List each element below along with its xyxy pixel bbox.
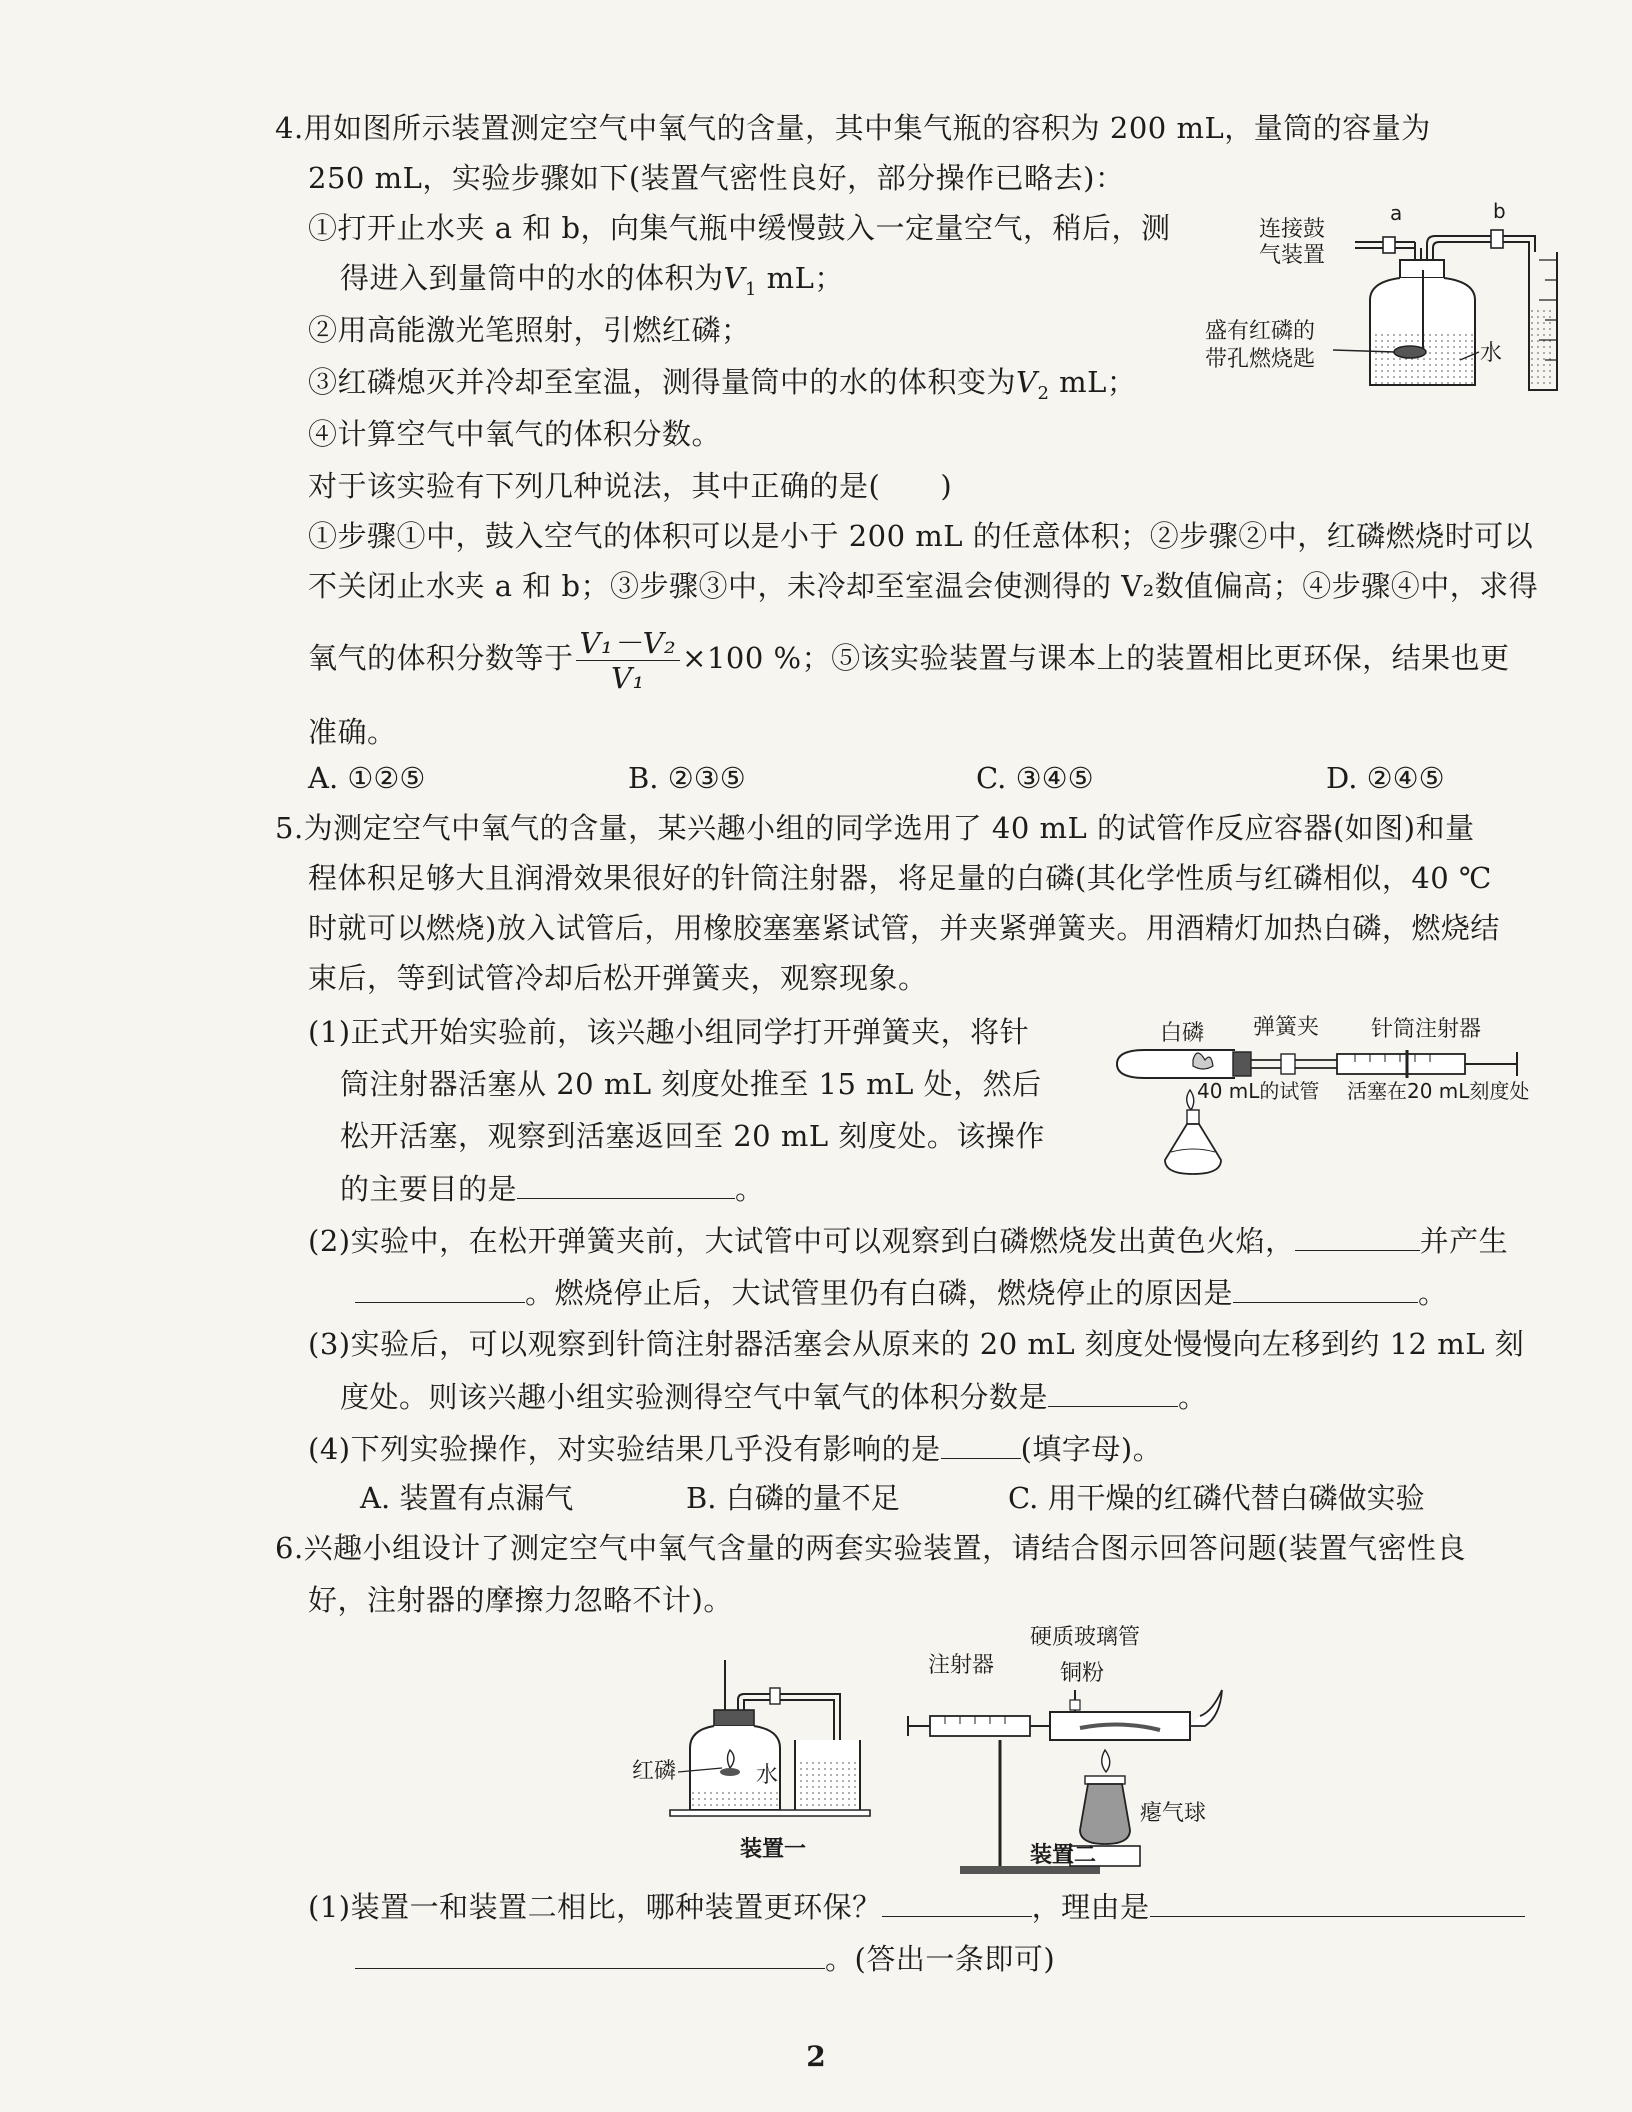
fig-label-balloon: 瘪气球	[1140, 1801, 1207, 1826]
q4-line-2: 250 mL，实验步骤如下(装置气密性良好，部分操作已略去)：	[308, 161, 1125, 195]
fig-label-spoon-1: 盛有红磷的	[1205, 319, 1316, 344]
q5-line-2: 程体积足够大且润滑效果很好的针筒注射器，将足量的白磷(其化学性质与红磷相似，40 ℃	[308, 861, 1492, 895]
q5-part-2b: 。燃烧停止后，大试管里仍有白磷，燃烧停止的原因是 。	[355, 1272, 1448, 1313]
q4-step-2: ②用高能激光笔照射，引燃红磷；	[308, 313, 751, 347]
q6-line-1: 6.兴趣小组设计了测定空气中氧气含量的两套实验装置，请结合图示回答问题(装置气密性良	[275, 1531, 1466, 1565]
q5-part-1b: 筒注射器活塞从 20 mL 刻度处推至 15 mL 处，然后	[340, 1067, 1042, 1101]
fig-label-white-phosphorus: 白磷	[1160, 1021, 1205, 1046]
q4-line-1: 4.用如图所示装置测定空气中氧气的含量，其中集气瓶的容积为 200 mL，量筒的容量为	[275, 111, 1431, 145]
q4-option-c[interactable]: C. ③④⑤	[976, 761, 1094, 795]
fig-label-red-phosphorus: 红磷	[632, 1759, 677, 1784]
q5-part-1d: 的主要目的是 。	[340, 1168, 765, 1209]
fig-label-water-2: 水	[756, 1763, 779, 1788]
q4-claims-2: 不关闭止水夹 a 和 b；③步骤③中，未冷却至室温会使测得的 V₂数值偏高；④步骤④中，求得	[308, 569, 1539, 603]
q4-claims-3: 氧气的体积分数等于 $\frac{\text{V₁－V₂}}{\text{V₁}}$ ×100 %；⑤该实验装置与课本上的装置相比更环保，结果也更	[308, 625, 1510, 695]
q5-line-4: 束后，等到试管冷却后松开弹簧夹，观察现象。	[308, 961, 928, 995]
fig-label-water: 水	[1480, 341, 1503, 366]
q4-question: 对于该实验有下列几种说法，其中正确的是( )	[308, 469, 953, 503]
q4-step-1b: 得进入到量筒中的水的体积为$V_1$ mL；	[340, 261, 844, 300]
q6-part-1a: (1)装置一和装置二相比，哪种装置更环保？ ，理由是	[308, 1886, 1525, 1927]
fig-label-a: a	[1390, 201, 1403, 225]
q5-option-b[interactable]: B. 白磷的量不足	[686, 1481, 900, 1515]
volume-fraction: $\frac{\text{V₁－V₂}}{\text{V₁}}$	[576, 626, 681, 695]
q4-step-3: ③红磷熄灭并冷却至室温，测得量筒中的水的体积变为$V_2$ mL；	[308, 365, 1137, 404]
q5-part-3b: 度处。则该兴趣小组实验测得空气中氧气的体积分数是 。	[340, 1376, 1208, 1417]
answer-blank-5-3[interactable]	[1048, 1376, 1178, 1407]
fig-label-connect-2: 气装置	[1259, 243, 1326, 268]
answer-blank-6-1a[interactable]	[882, 1886, 1032, 1917]
q4-claims-1: ①步骤①中，鼓入空气的体积可以是小于 200 mL 的任意体积；②步骤②中，红磷燃烧时可以	[308, 519, 1534, 553]
fig-label-spring-clip: 弹簧夹	[1253, 1015, 1320, 1040]
q6-part-1b: 。(答出一条即可)	[355, 1938, 1055, 1979]
q5-option-a[interactable]: A. 装置有点漏气	[360, 1481, 574, 1515]
answer-blank-6-1b[interactable]	[1150, 1886, 1525, 1917]
answer-blank-6-1c[interactable]	[355, 1938, 825, 1969]
answer-blank-5-4[interactable]	[941, 1428, 1021, 1459]
q4-claims-4: 准确。	[308, 715, 397, 749]
answer-blank-5-2b[interactable]	[355, 1272, 525, 1303]
fig-label-b: b	[1493, 200, 1506, 223]
q4-step-4: ④计算空气中氧气的体积分数。	[308, 417, 722, 451]
q5-part-2a: (2)实验中，在松开弹簧夹前，大试管中可以观察到白磷燃烧发出黄色火焰， 并产生	[308, 1220, 1508, 1261]
page-number: 2	[806, 2040, 826, 2073]
q4-option-d[interactable]: D. ②④⑤	[1326, 761, 1445, 795]
answer-blank-5-2a[interactable]	[1295, 1220, 1420, 1251]
fig-label-device-one: 装置一	[740, 1837, 807, 1862]
q6-line-2: 好，注射器的摩擦力忽略不计)。	[308, 1583, 733, 1617]
q5-part-3a: (3)实验后，可以观察到针筒注射器活塞会从原来的 20 mL 刻度处慢慢向左移到约 12 mL 刻	[308, 1327, 1525, 1361]
fig-label-copper-powder: 铜粉	[1060, 1661, 1105, 1686]
q6-device-two-figure	[900, 1620, 1230, 1880]
q5-line-3: 时就可以燃烧)放入试管后，用橡胶塞塞紧试管，并夹紧弹簧夹。用酒精灯加热白磷，燃烧结	[308, 911, 1500, 945]
q4-option-b[interactable]: B. ②③⑤	[628, 761, 746, 795]
q4-option-a[interactable]: A. ①②⑤	[308, 761, 426, 795]
answer-blank-5-1[interactable]	[517, 1168, 735, 1199]
fig-label-glass-tube: 硬质玻璃管	[1030, 1625, 1141, 1650]
q5-line-1: 5.为测定空气中氧气的含量，某兴趣小组的同学选用了 40 mL 的试管作反应容器(如图)和量	[275, 811, 1475, 845]
q4-step-1a: ①打开止水夹 a 和 b，向集气瓶中缓慢鼓入一定量空气，稍后，测	[308, 211, 1171, 245]
q5-option-c[interactable]: C. 用干燥的红磷代替白磷做实验	[1008, 1481, 1425, 1515]
q4-apparatus-figure	[1205, 200, 1575, 410]
fig-label-test-tube: 40 mL的试管	[1197, 1079, 1320, 1103]
q5-part-4: (4)下列实验操作，对实验结果几乎没有影响的是 (填字母)。	[308, 1428, 1162, 1469]
fig-label-injector: 注射器	[928, 1653, 995, 1678]
fig-label-piston: 活塞在20 mL刻度处	[1347, 1079, 1530, 1103]
q5-apparatus-figure	[1105, 1010, 1570, 1190]
fig-label-syringe: 针筒注射器	[1371, 1017, 1482, 1042]
fig-label-device-two: 装置二	[1030, 1843, 1097, 1868]
fig-label-connect-1: 连接鼓	[1259, 217, 1326, 242]
q5-part-1a: (1)正式开始实验前，该兴趣小组同学打开弹簧夹，将针	[308, 1015, 1030, 1049]
q5-part-1c: 松开活塞，观察到活塞返回至 20 mL 刻度处。该操作	[340, 1119, 1045, 1153]
fig-label-spoon-2: 带孔燃烧匙	[1205, 347, 1316, 372]
q6-device-one-figure	[630, 1640, 880, 1880]
answer-blank-5-2c[interactable]	[1233, 1272, 1418, 1303]
